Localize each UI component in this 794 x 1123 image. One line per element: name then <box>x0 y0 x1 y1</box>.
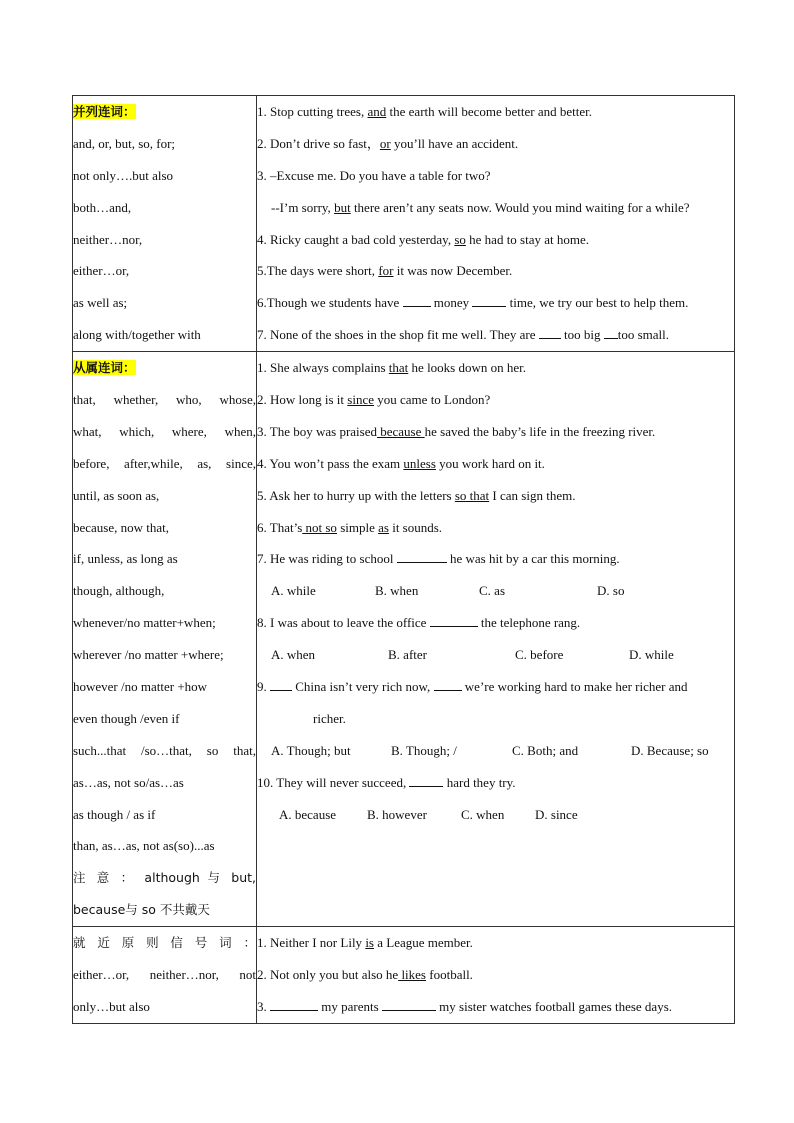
conjunction-line: as…as, not so/as…as <box>73 774 184 790</box>
answer-options <box>257 639 734 671</box>
conjunction-line: and, or, but, so, for; <box>73 135 176 151</box>
example-sentence: 4. Ricky caught a bad cold yesterday, so he had to stay at home. <box>257 231 590 247</box>
exercise-sentence: 7. None of the shoes in the shop fit me well. They are too big too small. <box>257 327 669 343</box>
section-heading-coordinating: 并列连词： <box>73 104 136 119</box>
conjunction-line: such...that /so…that, so that, <box>73 742 256 758</box>
example-sentence: 3. –Excuse me. Do you have a table for two? <box>257 167 491 183</box>
signal-word-line: either…or, neither…nor, not <box>73 967 256 983</box>
answer-blank <box>403 294 431 307</box>
section-heading-proximity: 就 近 原 则 信 号 词 ： <box>73 935 256 951</box>
answer-blank <box>382 998 436 1011</box>
answer-options <box>257 735 734 767</box>
answer-blank <box>430 614 478 627</box>
conjunction-line: not only….but also <box>73 167 174 183</box>
answer-blank <box>539 326 561 339</box>
example-sentence: 2. Not only you but also he likes football. <box>257 967 473 983</box>
conjunction-line: that, whether, who, whose, <box>73 392 256 408</box>
conjunction-line: neither…nor, <box>73 231 143 247</box>
option-d: D. Because; so <box>631 742 709 758</box>
option-b: B. however <box>367 806 427 822</box>
grammar-table <box>72 95 735 1024</box>
conjunction-line: before, after,while, as, since, <box>73 455 256 471</box>
conjunction-line: though, although, <box>73 583 165 599</box>
signal-word-line: only…but also <box>73 998 150 1014</box>
exercise-question: 8. I was about to leave the office the telephone rang. <box>257 615 581 631</box>
conjunction-line: either…or, <box>73 263 130 279</box>
conjunction-line: than, as…as, not as(so)...as <box>73 838 215 854</box>
answer-blank <box>409 774 443 787</box>
conjunction-line: however /no matter +how <box>73 679 208 695</box>
answer-blank <box>270 678 292 691</box>
conjunction-line: if, unless, as long as <box>73 551 178 567</box>
option-a: A. because <box>279 806 337 822</box>
answer-options <box>257 799 734 831</box>
coordinating-examples <box>257 96 735 352</box>
exercise-question-continued: richer. <box>313 710 346 726</box>
coordinating-conjunctions-list <box>73 96 257 352</box>
note-line: 注 意 ： although 与 but, <box>73 870 256 886</box>
example-sentence: 2. Don’t drive so fast，or you’ll have an accident. <box>257 135 519 151</box>
conjunction-line: as though / as if <box>73 806 156 822</box>
section-heading-subordinating: 从属连词： <box>73 360 136 376</box>
example-sentence: 4. You won’t pass the exam unless you work hard on it. <box>257 455 545 471</box>
answer-blank <box>270 998 318 1011</box>
example-sentence: 6. That’s not so simple as it sounds. <box>257 519 443 535</box>
conjunction-line: whenever/no matter+when; <box>73 615 216 631</box>
example-sentence: 2. How long is it since you came to London? <box>257 392 491 408</box>
example-sentence: 1. Neither I nor Lily is a League member. <box>257 935 473 951</box>
option-a: A. when <box>271 647 316 663</box>
conjunction-line: along with/together with <box>73 327 201 343</box>
example-sentence: 1. She always complains that he looks down on her. <box>257 360 527 376</box>
subordinating-examples <box>257 352 735 927</box>
option-c: C. when <box>461 806 505 822</box>
option-d: D. while <box>629 647 674 663</box>
conjunction-line: wherever /no matter +where; <box>73 647 224 663</box>
note-line: because与 so 不共戴天 <box>73 902 210 918</box>
row-proximity-principle <box>73 927 735 1024</box>
option-d: D. since <box>535 806 578 822</box>
row-subordinating-conjunctions <box>73 352 735 927</box>
example-sentence: 3. The boy was praised because he saved the baby’s life in the freezing river. <box>257 423 656 439</box>
exercise-sentence: 6.Though we students have money time, we try our best to help them. <box>257 295 689 311</box>
proximity-examples <box>257 927 735 1024</box>
conjunction-line: because, now that, <box>73 519 170 535</box>
answer-blank <box>397 550 447 563</box>
example-sentence: --I’m sorry, but there aren’t any seats now. Would you mind waiting for a while? <box>271 199 690 215</box>
answer-options <box>257 575 734 607</box>
conjunction-line: what, which, where, when, <box>73 423 256 439</box>
option-c: C. Both; and <box>512 742 579 758</box>
conjunction-line: as well as; <box>73 295 128 311</box>
answer-blank <box>604 326 618 339</box>
example-sentence: 1. Stop cutting trees, and the earth will become better and better. <box>257 104 593 119</box>
exercise-question: 9. China isn’t very rich now, we’re working hard to make her richer and <box>257 679 688 695</box>
exercise-sentence: 3. my parents my sister watches football games these days. <box>257 998 673 1014</box>
conjunction-line: even though /even if <box>73 710 180 726</box>
example-sentence: 5. Ask her to hurry up with the letters so that I can sign them. <box>257 487 576 503</box>
conjunction-line: until, as soon as, <box>73 487 160 503</box>
option-a: A. Though; but <box>271 742 351 758</box>
subordinating-conjunctions-list <box>73 352 257 927</box>
proximity-signal-words <box>73 927 257 1024</box>
exercise-question: 7. He was riding to school he was hit by a car this morning. <box>257 551 620 567</box>
exercise-question: 10. They will never succeed, hard they try. <box>257 774 516 790</box>
option-d: D. so <box>597 583 625 599</box>
option-a: A. while <box>271 583 316 599</box>
option-b: B. Though; / <box>391 742 457 758</box>
conjunction-line: both…and, <box>73 199 132 215</box>
row-coordinating-conjunctions <box>73 96 735 352</box>
answer-blank <box>434 678 462 691</box>
answer-blank <box>472 294 506 307</box>
option-b: B. when <box>375 583 419 599</box>
option-b: B. after <box>388 647 427 663</box>
example-sentence: 5.The days were short, for it was now December. <box>257 263 513 279</box>
option-c: C. as <box>479 583 505 599</box>
option-c: C. before <box>515 647 564 663</box>
